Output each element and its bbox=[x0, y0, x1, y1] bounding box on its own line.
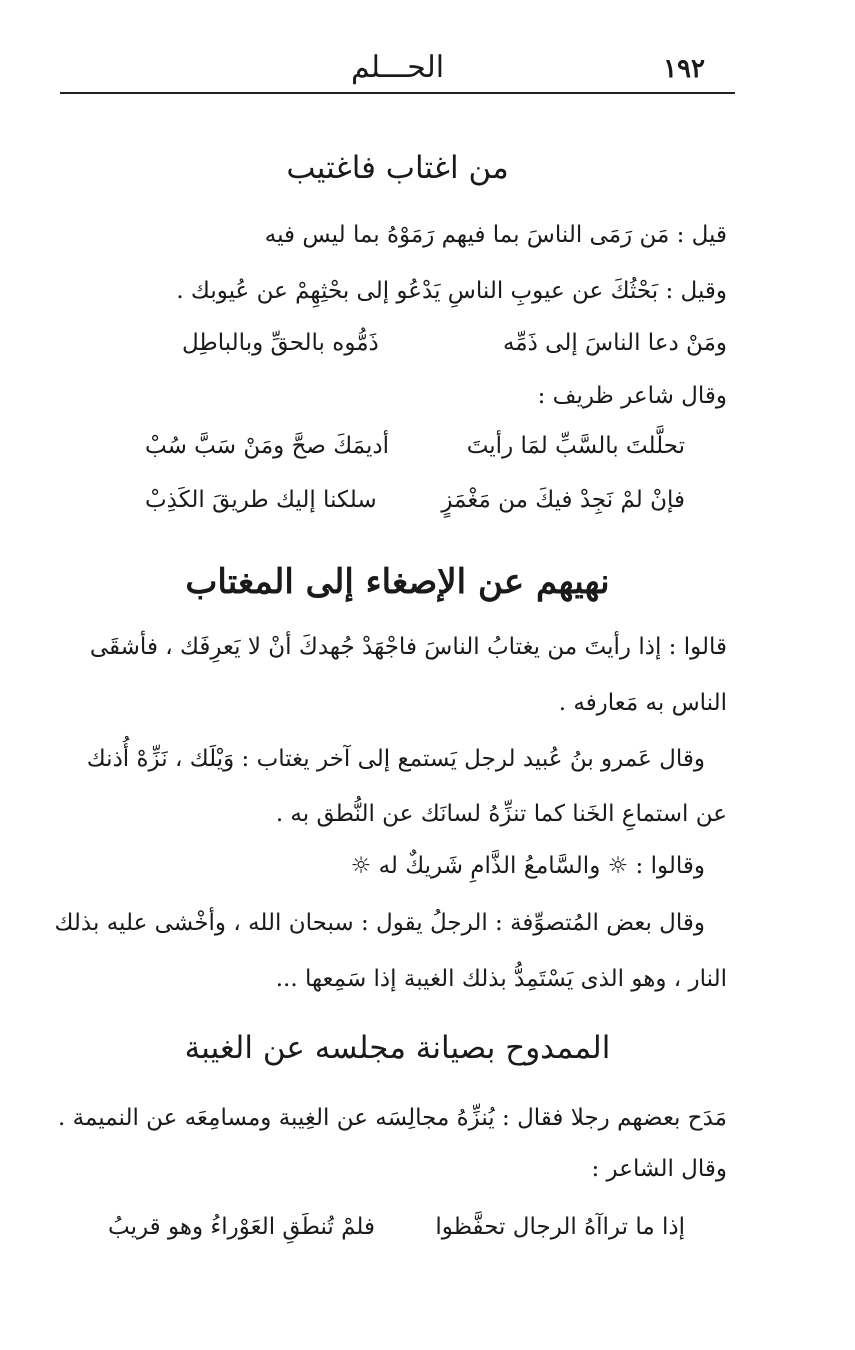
page-header bbox=[60, 44, 735, 94]
section-heading: من اغتاب فاغتيب bbox=[286, 150, 509, 186]
paragraph-line: وقال شاعر ظريف : bbox=[537, 383, 727, 409]
paragraph-line: النار ، وهو الذى يَسْتَمِدُّ بذلك الغيبة إذا سَمِعها ... bbox=[275, 966, 727, 992]
paragraph-line: وقال بعض المُتصوِّفة : الرجلُ يقول : سبحان الله ، وأخْشى عليه بذلك bbox=[54, 910, 705, 936]
paragraph-line: وقال عَمرو بنُ عُبيد لرجل يَستمع إلى آخر يغتاب : وَيْلَك ، نَزِّهْ أُذنك bbox=[86, 746, 705, 772]
paragraph-line: مَدَح بعضهم رجلا فقال : يُنزِّهُ مجالِسَه عن الغِيبة ومسامِعَه عن النميمة . bbox=[58, 1105, 727, 1131]
paragraph-line: عن استماعِ الخَنا كما تنزِّهُ لسانَك عن النُّطق به . bbox=[275, 801, 727, 827]
section-heading: الممدوح بصيانة مجلسه عن الغيبة bbox=[184, 1030, 611, 1066]
paragraph-line: قيل : مَن رَمَى الناسَ بما فيهم رَمَوْهُ بما ليس فيه bbox=[264, 222, 727, 248]
paragraph-line: وقال الشاعر : bbox=[591, 1156, 727, 1182]
verse-second-hemistich: ذَمُّوه بالحقِّ وبالباطِل bbox=[182, 330, 379, 356]
verse-second-hemistich: فلمْ تُنطَقِ العَوْراءُ وهو قريبُ bbox=[108, 1214, 376, 1240]
paragraph-line: وقيل : بَحْثُكَ عن عيوبِ الناسِ يَدْعُو إلى بحْثِهِمْ عن عُيوبك . bbox=[176, 278, 727, 304]
section-heading: نهيهم عن الإصغاء إلى المغتاب bbox=[185, 562, 610, 602]
verse-first-hemistich: إذا ما تراآهُ الرجال تحفَّظوا bbox=[435, 1214, 685, 1240]
verse-first-hemistich: فإنْ لمْ نَجِدْ فيكَ من مَغْمَزٍ bbox=[441, 487, 685, 513]
page-number: ١٩٢ bbox=[663, 54, 705, 84]
verse-first-hemistich: تحلَّلتَ بالسَّبِّ لمَا رأيتَ bbox=[466, 433, 685, 459]
verse-first-hemistich: ومَنْ دعا الناسَ إلى ذَمِّه bbox=[502, 330, 727, 356]
paragraph-line: الناس به مَعارفه . bbox=[558, 690, 727, 716]
quoted-saying: وقالوا : ☼ والسَّامعُ الذَّامِ شَريكٌ له ☼ bbox=[350, 853, 705, 879]
verse-second-hemistich: أديمَكَ صحَّ ومَنْ سَبَّ سُبْ bbox=[145, 433, 389, 459]
verse-second-hemistich: سلكنا إليك طريقَ الكَذِبْ bbox=[145, 487, 377, 513]
header-rule bbox=[60, 92, 735, 94]
paragraph-line: قالوا : إذا رأيتَ من يغتابُ الناسَ فاجْهَدْ جُهدكَ أنْ لا يَعرِفَك ، فأشقَى bbox=[89, 634, 727, 660]
running-title: الحـــلم bbox=[350, 50, 445, 85]
